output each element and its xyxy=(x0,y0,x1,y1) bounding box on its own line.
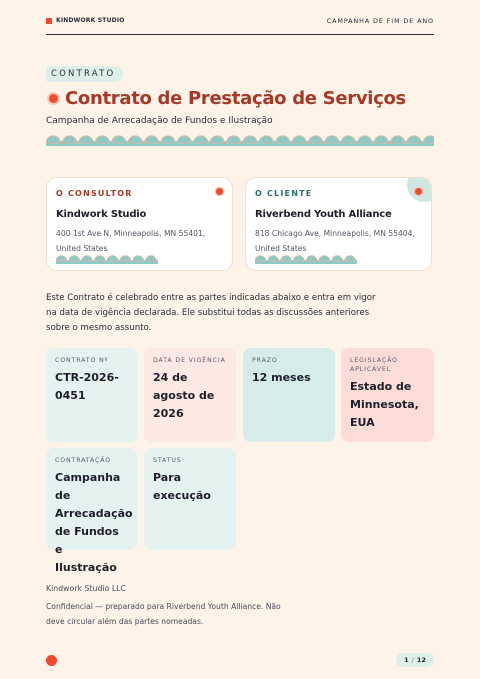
scallop-shape xyxy=(407,136,421,143)
scallop-shape xyxy=(345,256,356,261)
detail-label: STATUS xyxy=(153,457,182,464)
scallop-shape xyxy=(210,136,224,143)
detail-tile-contract-number xyxy=(46,348,137,442)
detail-tile-term xyxy=(243,348,335,442)
scallop-shape xyxy=(46,136,60,143)
title-row xyxy=(46,88,406,109)
scallop-shape xyxy=(120,256,131,261)
client-card xyxy=(245,177,432,271)
scallop-shape xyxy=(128,136,142,143)
intro-paragraph: Este Contrato é celebrado entre as partes indicadas abaixo e entra em vigor na data de vigência declarada. Ele substitui todas as discussões anteriores sobre o mesmo assunto. xyxy=(46,293,376,333)
consultant-dot-icon xyxy=(216,188,223,195)
detail-value: Campanha de Arrecadação de Fundos e Ilustração xyxy=(55,471,133,574)
detail-value: 12 meses xyxy=(252,371,311,384)
detail-value: Para execução xyxy=(153,471,211,502)
detail-value: Estado de Minnesota, EUA xyxy=(350,380,419,429)
scallop-shape xyxy=(308,136,322,143)
scallop-shape xyxy=(133,256,144,261)
scallop-shape xyxy=(259,136,273,143)
scallop-shape xyxy=(268,256,279,261)
document-type-label: CONTRATO xyxy=(51,69,116,79)
brand-name: KINDWORK STUDIO xyxy=(56,17,125,24)
brand-logo-icon xyxy=(46,18,52,24)
scallop-shape xyxy=(341,136,355,143)
client-address: 818 Chicago Ave, Minneapolis, MN 55404, United States xyxy=(255,229,415,253)
scallop-shape xyxy=(390,136,404,143)
decorative-wave-divider xyxy=(46,134,434,146)
detail-tile-status xyxy=(144,448,236,550)
scallop-shape xyxy=(62,136,76,143)
scallop-shape xyxy=(374,136,388,143)
scallop-shape xyxy=(423,136,434,143)
page-current: 1 xyxy=(404,656,409,664)
detail-label: CONTRATAÇÃO xyxy=(55,457,112,464)
detail-label: LEGISLAÇÃO APLICÁVEL xyxy=(350,357,398,373)
scallop-shape xyxy=(281,256,292,261)
scallop-shape xyxy=(146,256,157,261)
footer-dot-icon xyxy=(46,655,57,666)
scallop-shape xyxy=(292,136,306,143)
page-separator: / xyxy=(411,656,414,664)
detail-label: DATA DE VIGÊNCIA xyxy=(153,357,226,364)
scallop-shape xyxy=(243,136,257,143)
scallop-shape xyxy=(325,136,339,143)
scallop-shape xyxy=(226,136,240,143)
scallop-shape xyxy=(69,256,80,261)
detail-tile-engagement xyxy=(46,448,137,574)
consultant-label: O CONSULTOR xyxy=(56,189,133,198)
campaign-name: CAMPANHA DE FIM DE ANO xyxy=(326,17,434,25)
scallop-shape xyxy=(82,256,93,261)
scallop-shape xyxy=(255,256,266,261)
top-header xyxy=(46,14,434,35)
consultant-address: 400 1st Ave N, Minneapolis, MN 55401, United States xyxy=(56,229,206,253)
scallop-shape xyxy=(332,256,343,261)
consultant-wave-decoration xyxy=(56,254,158,264)
page-indicator xyxy=(396,653,434,667)
client-wave-decoration xyxy=(255,254,357,264)
scallop-shape xyxy=(161,136,175,143)
detail-tile-effective-date xyxy=(144,348,236,442)
scallop-shape xyxy=(276,136,290,143)
footer-company: Kindwork Studio LLC xyxy=(46,584,126,593)
consultant-name: Kindwork Studio xyxy=(56,209,147,220)
scallop-shape xyxy=(107,256,118,261)
scallop-shape xyxy=(194,136,208,143)
consultant-card xyxy=(46,177,233,271)
client-label: O CLIENTE xyxy=(255,189,313,198)
scallop-shape xyxy=(95,136,109,143)
scallop-shape xyxy=(112,136,126,143)
footer-confidential-note: Confidencial — preparado para Riverbend Youth Alliance. Não deve circular além das partes nomeadas. xyxy=(46,602,281,626)
scallop-shape xyxy=(293,256,304,261)
title-dot-icon xyxy=(49,94,58,103)
scallop-shape xyxy=(56,256,67,261)
brand xyxy=(46,17,125,24)
client-dot-icon xyxy=(415,188,422,195)
scallop-shape xyxy=(94,256,105,261)
scallop-shape xyxy=(144,136,158,143)
scallop-shape xyxy=(358,136,372,143)
scallop-shape xyxy=(79,136,93,143)
detail-label: PRAZO xyxy=(252,357,278,364)
scallop-shape xyxy=(319,256,330,261)
document-type-tag xyxy=(46,66,123,82)
page-total: 12 xyxy=(416,656,426,664)
detail-label: CONTRATO Nº xyxy=(55,357,109,364)
detail-value: CTR-2026-0451 xyxy=(55,371,119,402)
page-subtitle: Campanha de Arrecadação de Fundos e Ilustração xyxy=(46,116,273,126)
scallop-shape xyxy=(177,136,191,143)
detail-value: 24 de agosto de 2026 xyxy=(153,371,215,420)
scallop-shape xyxy=(306,256,317,261)
detail-tile-governing-law xyxy=(341,348,434,442)
page-title: Contrato de Prestação de Serviços xyxy=(65,88,406,109)
client-name: Riverbend Youth Alliance xyxy=(255,209,392,220)
